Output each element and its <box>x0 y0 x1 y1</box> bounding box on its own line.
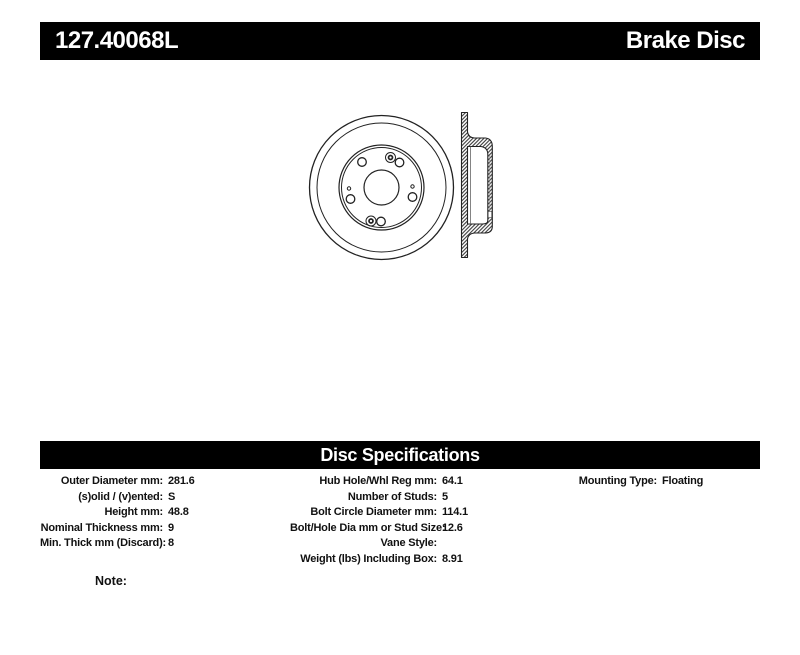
spec-table <box>40 474 760 567</box>
spec-value: 114.1 <box>442 506 468 518</box>
spec-row-bolt-circle-diameter <box>290 505 560 521</box>
spec-label: Hub Hole/Whl Reg mm: <box>319 475 437 487</box>
spec-row-vane-style <box>290 536 560 552</box>
spec-label: Weight (lbs) Including Box: <box>300 552 437 565</box>
spec-row-weight <box>290 552 560 568</box>
pin-holes <box>347 185 414 190</box>
spec-row-height <box>40 505 290 521</box>
spec-value: 5 <box>442 490 448 503</box>
spec-column-left <box>40 474 290 567</box>
spec-row-hub-hole <box>290 474 560 490</box>
spec-label: Bolt/Hole Dia mm or Stud Size: <box>290 521 446 534</box>
spec-value: 8 <box>168 537 174 549</box>
spec-column-right <box>560 474 760 567</box>
spec-row-solid-vented <box>40 490 290 506</box>
spec-label: Height mm: <box>104 506 163 518</box>
brake-disc-drawing <box>288 98 508 273</box>
part-number: 127.40068L <box>55 27 179 54</box>
spec-label: Bolt Circle Diameter mm: <box>310 506 437 518</box>
spec-row-nominal-thickness <box>40 521 290 537</box>
spec-label: Nominal Thickness mm: <box>40 521 163 534</box>
spec-row-min-thick <box>40 536 290 552</box>
spec-section-bar <box>40 441 760 469</box>
spec-value: 9 <box>168 521 174 534</box>
disc-front-view <box>310 116 454 260</box>
spec-row-bolt-hole-dia <box>290 521 560 537</box>
spec-row-mounting-type <box>560 474 760 490</box>
spec-value: 48.8 <box>168 506 189 518</box>
spec-label: Vane Style: <box>380 537 437 549</box>
spec-row-outer-diameter <box>40 474 290 490</box>
spec-label: Min. Thick mm (Discard): <box>40 537 166 549</box>
alignment-ring-holes <box>366 153 396 227</box>
product-title: Brake Disc <box>625 27 745 54</box>
disc-cross-section-view <box>462 113 493 258</box>
spec-label: Outer Diameter mm: <box>60 475 163 487</box>
spec-row-number-of-studs <box>290 490 560 506</box>
cross-section-body <box>462 113 493 258</box>
spec-value: 8.91 <box>442 552 463 565</box>
header-bar <box>40 22 760 60</box>
spec-value: Floating <box>662 475 704 487</box>
note-label: Note: <box>95 574 127 588</box>
spec-value: 64.1 <box>442 475 463 487</box>
spec-label: Mounting Type: <box>578 475 657 487</box>
spec-value: 281.6 <box>168 475 195 487</box>
spec-value: S <box>168 490 176 503</box>
spec-section-title: Disc Specifications <box>320 444 480 465</box>
spec-value: 12.6 <box>442 521 463 534</box>
stud-holes <box>346 158 417 226</box>
spec-label: Number of Studs: <box>347 490 437 503</box>
wall-notch <box>488 212 492 218</box>
spec-label: (s)olid / (v)ented: <box>78 490 163 503</box>
spec-column-middle <box>290 474 560 567</box>
